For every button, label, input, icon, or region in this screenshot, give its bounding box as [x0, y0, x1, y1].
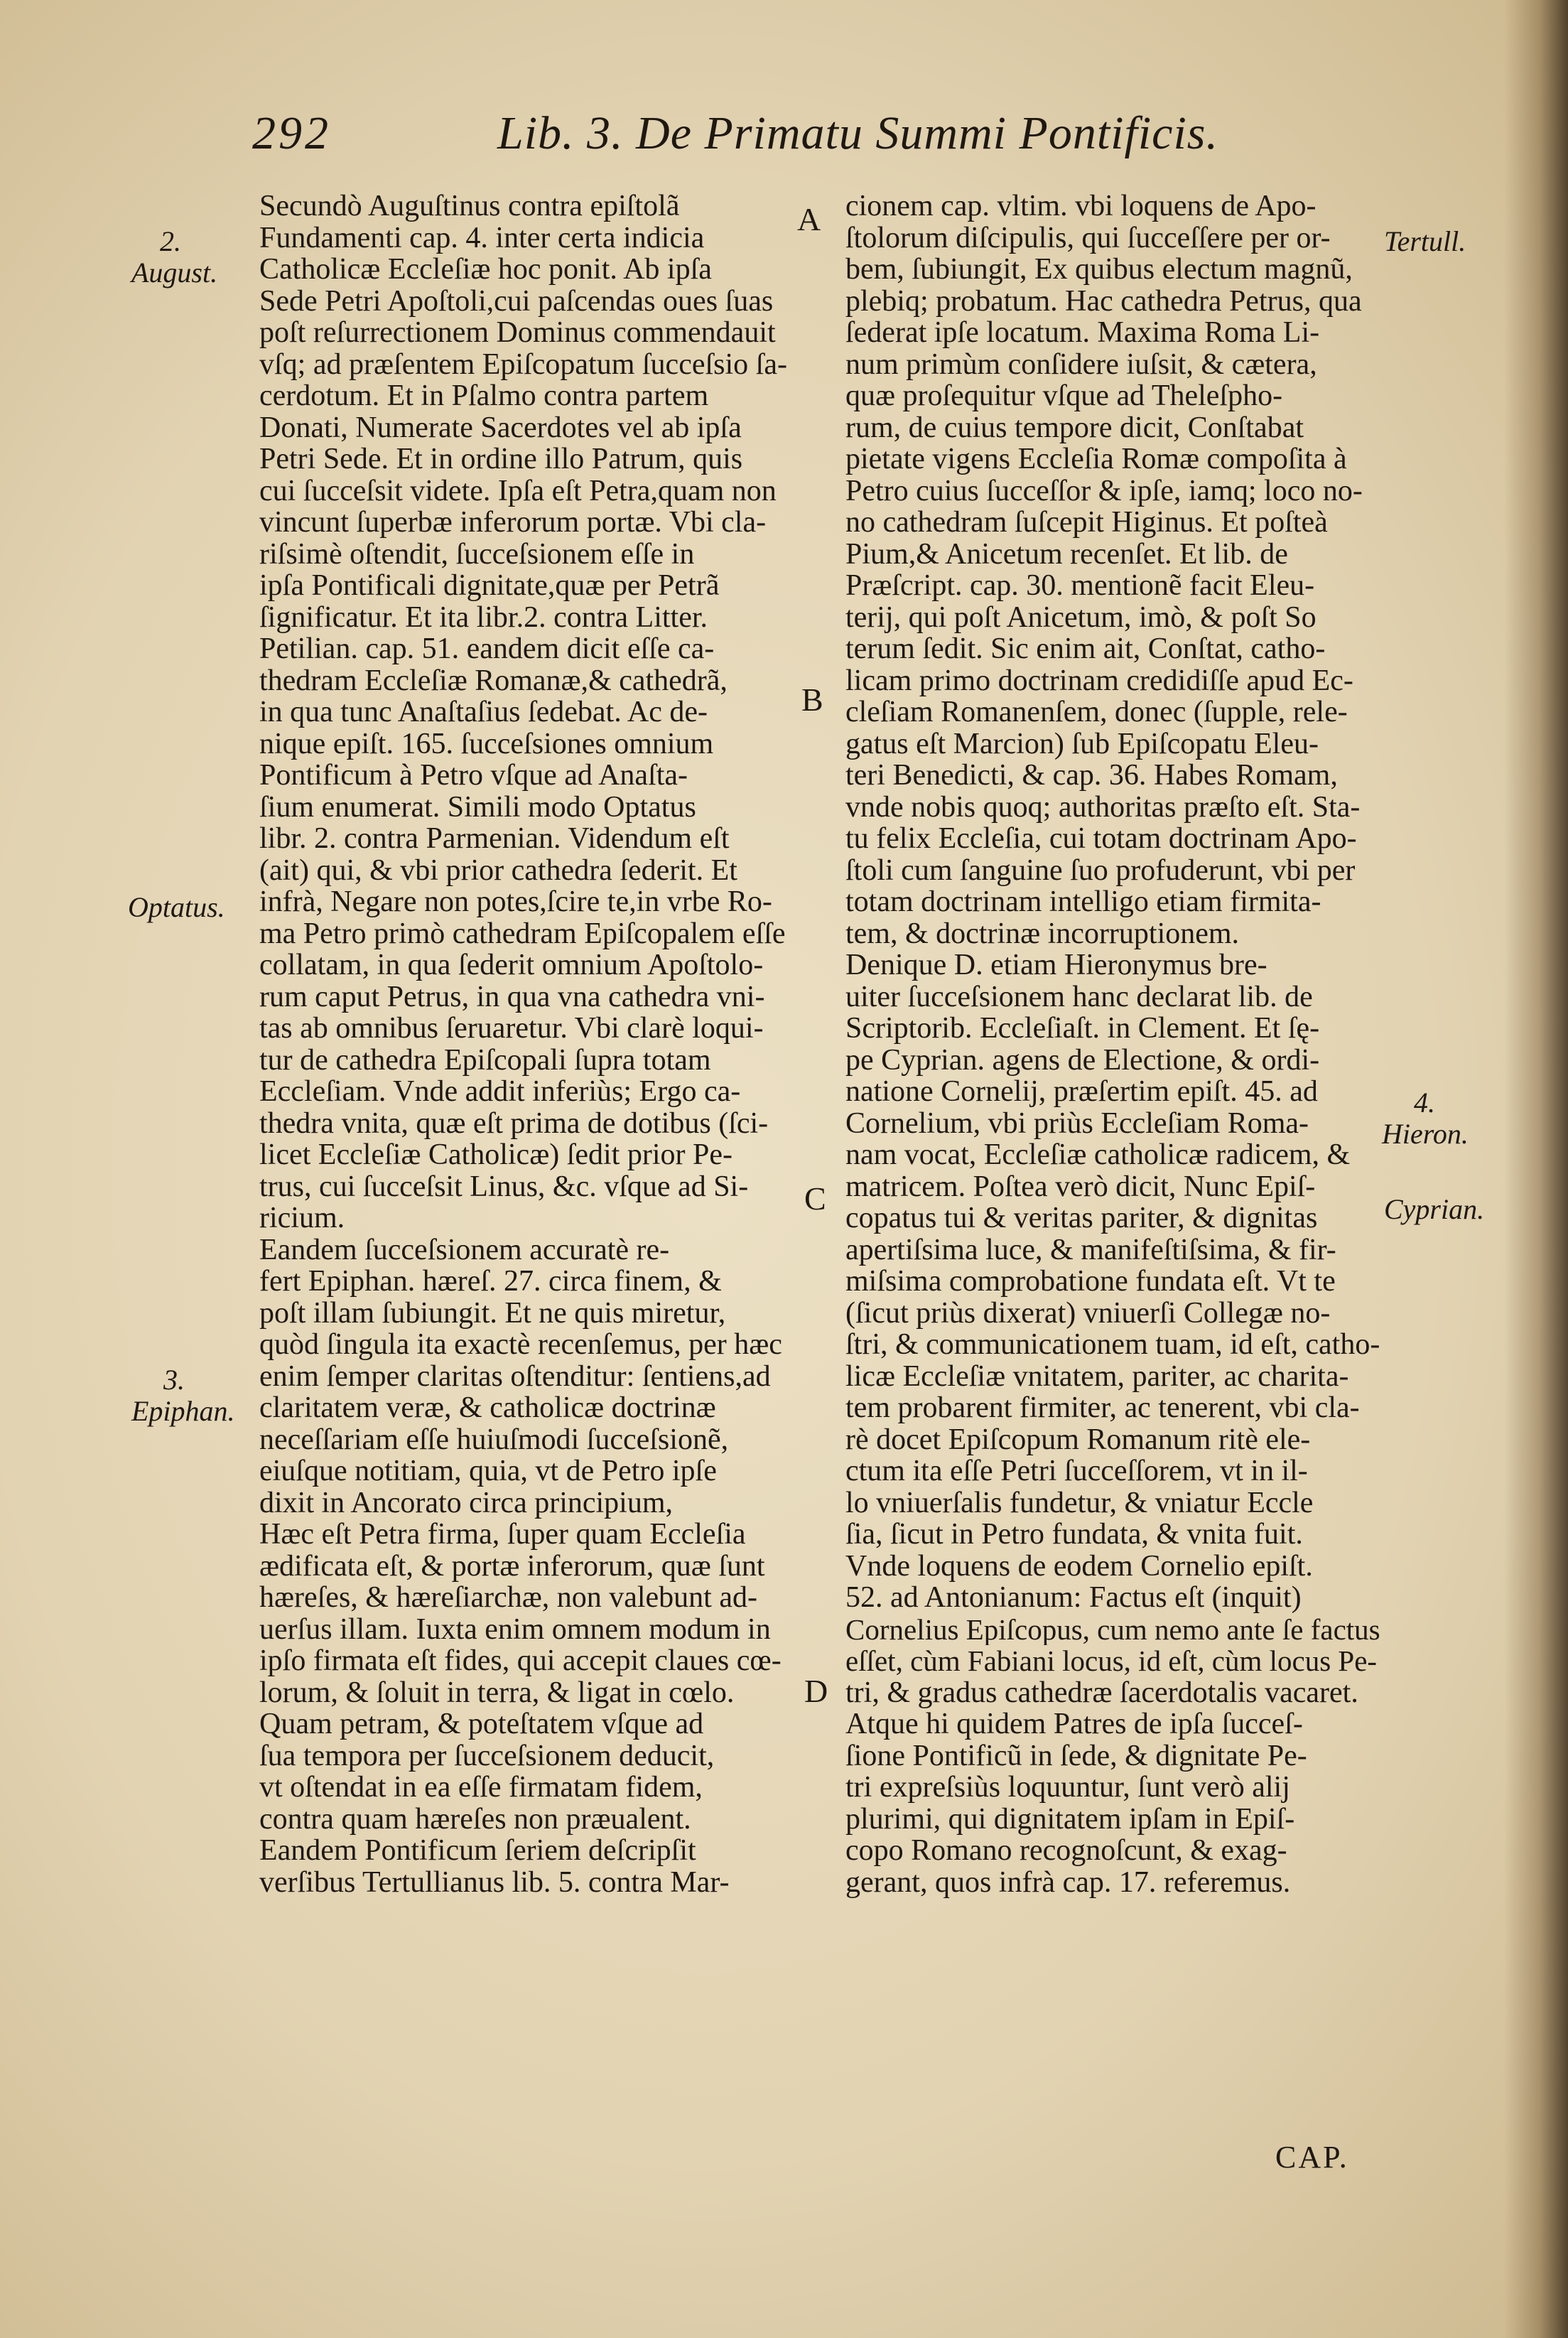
page-gutter-shadow — [1504, 0, 1568, 2338]
text-line: ſederat ipſe locatum. Maxima Roma Li- — [845, 317, 1320, 349]
page-number: 292 — [252, 107, 331, 159]
text-line: teri Benedicti, & cap. 36. Habes Romam, — [845, 760, 1338, 792]
text-line: Cornelius Epiſcopus, cum nemo ante ſe factus — [845, 1613, 1380, 1645]
text-line: infrà, Negare non potes,ſcire te,in vrbe Ro- — [259, 886, 772, 918]
text-line: gatus eſt Marcion) ſub Epiſcopatu Eleu- — [845, 728, 1319, 760]
text-line: vſq; ad præſentem Epiſcopatum ſucceſsio ſa- — [259, 348, 787, 380]
text-line: tu felix Eccleſia, cui totam doctrinam Apo- — [845, 823, 1357, 855]
text-line: uiter ſucceſsionem hanc declarat lib. de — [845, 981, 1313, 1013]
text-line: copatus tui & veritas pariter, & dignitas — [845, 1202, 1318, 1234]
text-line: ſtri, & communicationem tuam, id eſt, catho- — [845, 1329, 1380, 1361]
text-line: terij, qui poſt Anicetum, imò, & poſt So — [845, 601, 1316, 633]
margin-note-hieron — [1382, 1087, 1467, 1150]
text-line: poſt illam ſubiungit. Et ne quis miretur, — [259, 1297, 726, 1329]
margin-note-tertull — [1384, 226, 1466, 257]
margin-note-name: Tertull. — [1384, 225, 1466, 257]
text-line: Cornelium, vbi priùs Eccleſiam Roma- — [845, 1107, 1309, 1139]
text-line: ſtoli cum ſanguine ſuo profuderunt, vbi per — [845, 854, 1356, 886]
text-line: Pium,& Anicetum recenſet. Et lib. de — [845, 538, 1288, 570]
text-line: tri, & gradus cathedræ ſacerdotalis vacaret. — [845, 1676, 1358, 1708]
text-line: thedram Eccleſiæ Romanæ,& cathedrã, — [259, 664, 728, 696]
text-line: Eccleſiam. Vnde addit inferiùs; Ergo ca- — [259, 1076, 741, 1108]
text-line: matricem. Poſtea verò dicit, Nunc Epiſ- — [845, 1170, 1316, 1202]
text-line: pe Cyprian. agens de Electione, & ordi- — [845, 1044, 1320, 1076]
margin-note-name: Hieron. — [1382, 1118, 1469, 1150]
text-line: no cathedram ſuſcepit Higinus. Et poſteà — [845, 507, 1328, 539]
page-header — [0, 107, 1568, 171]
text-line: vt oſtendat in ea eſſe firmatam fidem, — [259, 1772, 703, 1804]
text-line: Secundò Auguſtinus contra epiſtolã — [259, 190, 680, 222]
text-line: enim ſemper claritas oſtenditur: ſentiens,ad — [259, 1360, 771, 1392]
margin-note-name: Cyprian. — [1384, 1193, 1485, 1225]
section-letter-c: C — [804, 1180, 826, 1217]
text-line: riſsimè oſtendit, ſucceſsionem eſſe in — [259, 538, 695, 570]
text-line: Denique D. etiam Hieronymus bre- — [845, 949, 1267, 981]
text-line: Petro cuius ſucceſſor & ipſe, iamq; loco no- — [845, 475, 1363, 507]
text-line: trus, cui ſucceſsit Linus, &c. vſque ad Si- — [259, 1170, 749, 1202]
right-text-column — [845, 190, 1385, 1898]
text-line: cleſiam Romanenſem, donec (ſupple, rele- — [845, 696, 1348, 728]
text-line: gerant, quos infrà cap. 17. referemus. — [845, 1866, 1291, 1898]
text-line: quæ proſequitur vſque ad Theleſpho- — [845, 380, 1283, 412]
text-line: dixit in Ancorato circa principium, — [259, 1487, 674, 1519]
text-line: apertiſsima luce, & manifeſtiſsima, & fir- — [845, 1234, 1336, 1266]
margin-note-august — [131, 225, 218, 289]
text-line: nique epiſt. 165. ſucceſsiones omnium — [259, 728, 714, 760]
text-line: terum ſedit. Sic enim ait, Conſtat, catho- — [845, 633, 1326, 665]
text-line: rum, de cuius tempore dicit, Conſtabat — [845, 411, 1304, 443]
text-line: neceſſariam eſſe huiuſmodi ſucceſsionẽ, — [259, 1423, 729, 1455]
text-line: Sede Petri Apoſtoli,cui paſcendas oues ſuas — [259, 285, 774, 317]
text-line: ctum ita eſſe Petri ſucceſſorem, vt in il- — [845, 1455, 1308, 1487]
text-line: tur de cathedra Epiſcopali ſupra totam — [259, 1044, 711, 1076]
text-line: ſignificatur. Et ita libr.2. contra Litter. — [259, 601, 708, 633]
text-line: cionem cap. vltim. vbi loquens de Apo- — [845, 190, 1316, 222]
text-line: lo vniuerſalis fundetur, & vniatur Eccle — [845, 1487, 1314, 1519]
text-line: poſt reſurrectionem Dominus commendauit — [259, 317, 776, 349]
text-line: tas ab omnibus ſeruaretur. Vbi clarè loqui- — [259, 1013, 764, 1045]
text-line: vincunt ſuperbæ inferorum portæ. Vbi cla- — [259, 507, 767, 539]
text-line: ipſo firmata eſt fides, qui accepit claues cœ- — [259, 1645, 782, 1677]
text-line: claritatem veræ, & catholicæ doctrinæ — [259, 1392, 716, 1424]
text-line: in qua tunc Anaſtaſius ſedebat. Ac de- — [259, 696, 708, 728]
text-line: Pontificum à Petro vſque ad Anaſta- — [259, 760, 688, 792]
text-line: tem probarent firmiter, ac tenerent, vbi cla- — [845, 1392, 1360, 1424]
text-line: copo Romano recognoſcunt, & exag- — [845, 1835, 1287, 1867]
text-line: tem, & doctrinæ incorruptionem. — [845, 917, 1240, 949]
margin-note-optatus — [128, 892, 225, 923]
text-line: num primùm conſidere iuſsit, & cætera, — [845, 348, 1317, 380]
text-line: libr. 2. contra Parmenian. Videndum eſt — [259, 823, 730, 855]
text-line: licæ Eccleſiæ vnitatem, pariter, ac charita- — [845, 1360, 1349, 1392]
text-line: collatam, in qua ſederit omnium Apoſtolo- — [259, 949, 764, 981]
text-line: ſia, ſicut in Petro fundata, & vnita fuit. — [845, 1519, 1303, 1551]
text-line: Petilian. cap. 51. eandem dicit eſſe ca- — [259, 633, 715, 665]
text-line: uerſus illam. Iuxta enim omnem modum in — [259, 1613, 771, 1645]
text-line: bem, ſubiungit, Ex quibus electum magnũ, — [845, 254, 1353, 286]
margin-note-number: 2. — [160, 225, 181, 257]
text-line: eſſet, cùm Fabiani locus, id eſt, cùm locus Pe- — [845, 1645, 1378, 1677]
section-letter-a: A — [797, 201, 821, 237]
text-line: plebiq; probatum. Hac cathedra Petrus, qua — [845, 285, 1362, 317]
text-line: quòd ſingula ita exactè recenſemus, per hæc — [259, 1329, 782, 1361]
text-line: licam primo doctrinam credidiſſe apud Ec- — [845, 664, 1353, 696]
section-letter-b: B — [801, 682, 823, 718]
text-line: contra quam hæreſes non præualent. — [259, 1803, 691, 1835]
margin-note-number: 3. — [163, 1364, 185, 1396]
text-line: Quam petram, & poteſtatem vſque ad — [259, 1708, 704, 1740]
text-line: natione Cornelij, præſertim epiſt. 45. ad — [845, 1076, 1318, 1108]
text-line: ricium. — [259, 1202, 345, 1234]
text-line: thedra vnita, quæ eſt prima de dotibus (ſci- — [259, 1107, 769, 1139]
text-line: 52. ad Antonianum: Factus eſt (inquit) — [845, 1582, 1302, 1614]
text-line: miſsima comprobatione fundata eſt. Vt te — [845, 1266, 1336, 1298]
text-line: Vnde loquens de eodem Cornelio epiſt. — [845, 1550, 1313, 1582]
text-line: totam doctrinam intelligo etiam firmita- — [845, 886, 1321, 918]
text-line: Donati, Numerate Sacerdotes vel ab ipſa — [259, 411, 742, 443]
text-line: Atque hi quidem Patres de ipſa ſucceſ- — [845, 1708, 1303, 1740]
margin-note-epiphan — [131, 1364, 235, 1427]
text-line: eiuſque notitiam, quia, vt de Petro ipſe — [259, 1455, 717, 1487]
margin-note-cyprian — [1384, 1194, 1484, 1225]
text-line: vnde nobis quoq; authoritas præſto eſt. Sta- — [845, 791, 1361, 823]
margin-note-name: Optatus. — [128, 891, 225, 923]
text-line: ma Petro primò cathedram Epiſcopalem eſſe — [259, 917, 786, 949]
text-line: verſibus Tertullianus lib. 5. contra Mar- — [259, 1866, 730, 1898]
text-line: rè docet Epiſcopum Romanum ritè ele- — [845, 1423, 1311, 1455]
text-line: plurimi, qui dignitatem ipſam in Epiſ- — [845, 1803, 1295, 1835]
text-line: (ait) qui, & vbi prior cathedra ſederit. Et — [259, 854, 737, 886]
text-line: ipſa Pontificali dignitate,quæ per Petrã — [259, 570, 720, 602]
margin-note-number: 4. — [1414, 1087, 1435, 1119]
text-line: Eandem ſucceſsionem accuratè re- — [259, 1234, 670, 1266]
text-line: tri expreſsiùs loquuntur, ſunt verò alij — [845, 1772, 1290, 1804]
text-line: lorum, & ſoluit in terra, & ligat in cœlo. — [259, 1676, 735, 1708]
text-line: rum caput Petrus, in qua vna cathedra vni- — [259, 981, 765, 1013]
left-text-column — [259, 190, 789, 1898]
text-line: ædificata eſt, & portæ inferorum, quæ ſunt — [259, 1550, 765, 1582]
text-line: ſua tempora per ſucceſsionem deducit, — [259, 1740, 715, 1772]
section-letter-d: D — [804, 1673, 828, 1709]
catchword: CAP. — [1275, 2140, 1349, 2175]
text-line: Fundamenti cap. 4. inter certa indicia — [259, 222, 705, 254]
text-line: nam vocat, Eccleſiæ catholicæ radicem, & — [845, 1139, 1351, 1171]
margin-note-name: Epiphan. — [131, 1395, 235, 1427]
running-title: Lib. 3. De Primatu Summi Pontificis. — [497, 107, 1218, 159]
text-line: ſium enumerat. Simili modo Optatus — [259, 791, 696, 823]
margin-note-name: August. — [131, 257, 218, 289]
text-line: ſione Pontificũ in ſede, & dignitate Pe- — [845, 1740, 1307, 1772]
text-line: (ſicut priùs dixerat) vniuerſi Collegæ no- — [845, 1297, 1331, 1329]
text-line: Præſcript. cap. 30. mentionẽ facit Eleu- — [845, 570, 1315, 602]
text-line: cui ſucceſsit videte. Ipſa eſt Petra,quam non — [259, 475, 777, 507]
text-line: Catholicæ Eccleſiæ hoc ponit. Ab ipſa — [259, 254, 712, 286]
text-line: Petri Sede. Et in ordine illo Patrum, quis — [259, 443, 743, 475]
text-line: cerdotum. Et in Pſalmo contra partem — [259, 380, 709, 412]
text-line: hæreſes, & hæreſiarchæ, non valebunt ad- — [259, 1582, 757, 1614]
text-line: Eandem Pontificum ſeriem deſcripſit — [259, 1835, 696, 1867]
text-line: ſtolorum diſcipulis, qui ſucceſſere per or- — [845, 222, 1331, 254]
text-line: pietate vigens Eccleſia Romæ compoſita à — [845, 443, 1347, 475]
text-line: licet Eccleſiæ Catholicæ) ſedit prior Pe- — [259, 1139, 732, 1171]
text-line: fert Epiphan. hæreſ. 27. circa finem, & — [259, 1266, 722, 1298]
text-line: Scriptorib. Eccleſiaſt. in Clement. Et ſę- — [845, 1013, 1320, 1045]
text-line: Hæc eſt Petra firma, ſuper quam Eccleſia — [259, 1519, 746, 1551]
